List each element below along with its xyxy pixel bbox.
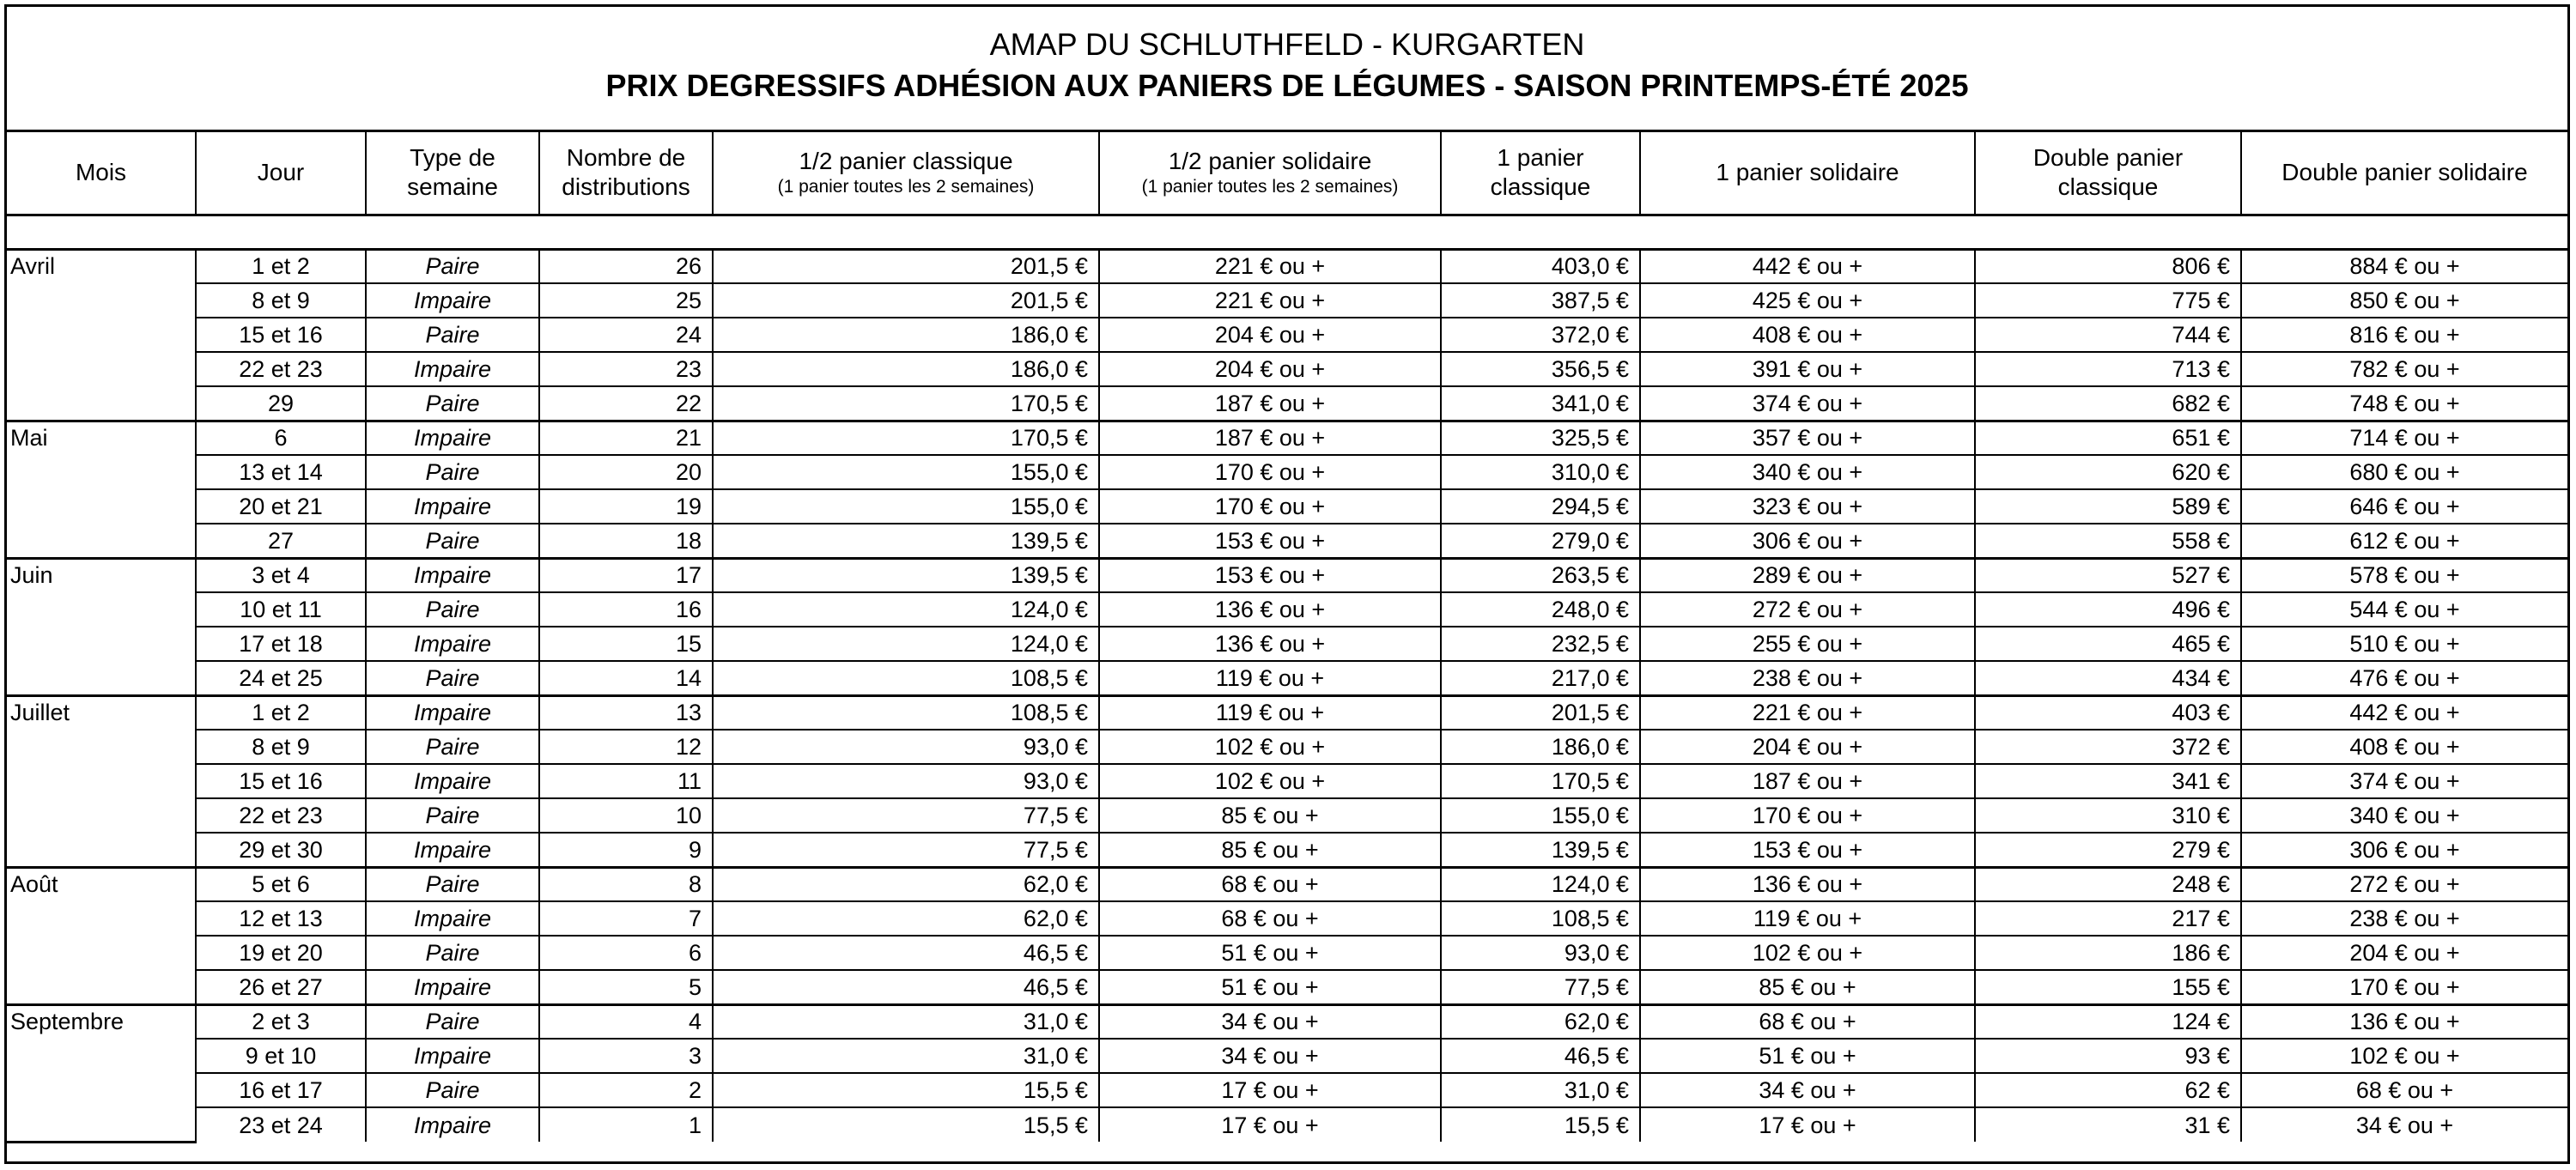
cell-demi-panier-classique: 155,0 €	[713, 489, 1099, 524]
cell-un-panier-classique: 263,5 €	[1441, 558, 1640, 592]
cell-demi-panier-solidaire: 153 € ou +	[1099, 558, 1441, 592]
cell-jour: 5 et 6	[196, 867, 366, 901]
cell-demi-panier-solidaire: 187 € ou +	[1099, 421, 1441, 455]
cell-nombre-distributions: 8	[539, 867, 713, 901]
cell-demi-panier-solidaire: 136 € ou +	[1099, 627, 1441, 661]
table-row	[7, 558, 2567, 592]
cell-demi-panier-classique: 124,0 €	[713, 592, 1099, 627]
cell-double-panier-classique: 558 €	[1975, 524, 2241, 558]
cell-mois: Juillet	[7, 695, 196, 867]
cell-double-panier-classique: 496 €	[1975, 592, 2241, 627]
cell-demi-panier-classique: 62,0 €	[713, 901, 1099, 936]
header-mois: Mois	[7, 132, 196, 215]
cell-un-panier-solidaire: 374 € ou +	[1640, 386, 1975, 421]
cell-un-panier-classique: 387,5 €	[1441, 283, 1640, 318]
cell-nombre-distributions: 3	[539, 1039, 713, 1073]
cell-demi-panier-solidaire: 119 € ou +	[1099, 661, 1441, 695]
cell-jour: 23 et 24	[196, 1107, 366, 1142]
cell-demi-panier-solidaire: 17 € ou +	[1099, 1107, 1441, 1142]
cell-un-panier-classique: 31,0 €	[1441, 1073, 1640, 1107]
cell-type-semaine: Impaire	[366, 901, 539, 936]
cell-jour: 19 et 20	[196, 936, 366, 970]
cell-demi-panier-classique: 186,0 €	[713, 318, 1099, 352]
cell-double-panier-classique: 155 €	[1975, 970, 2241, 1004]
table-row	[7, 386, 2567, 421]
header-row	[7, 132, 2567, 215]
cell-double-panier-classique: 93 €	[1975, 1039, 2241, 1073]
cell-double-panier-classique: 620 €	[1975, 455, 2241, 489]
cell-double-panier-solidaire: 816 € ou +	[2241, 318, 2567, 352]
cell-un-panier-classique: 201,5 €	[1441, 695, 1640, 730]
header-nombre-distributions: Nombre de distributions	[539, 132, 713, 215]
cell-demi-panier-classique: 31,0 €	[713, 1039, 1099, 1073]
header-un-panier-solidaire: 1 panier solidaire	[1640, 132, 1975, 215]
cell-un-panier-classique: 62,0 €	[1441, 1004, 1640, 1039]
cell-double-panier-solidaire: 714 € ou +	[2241, 421, 2567, 455]
cell-un-panier-solidaire: 85 € ou +	[1640, 970, 1975, 1004]
table-row	[7, 1073, 2567, 1107]
cell-demi-panier-classique: 93,0 €	[713, 730, 1099, 764]
table-row	[7, 489, 2567, 524]
cell-nombre-distributions: 11	[539, 764, 713, 798]
cell-nombre-distributions: 22	[539, 386, 713, 421]
cell-demi-panier-classique: 170,5 €	[713, 386, 1099, 421]
cell-double-panier-solidaire: 272 € ou +	[2241, 867, 2567, 901]
cell-nombre-distributions: 21	[539, 421, 713, 455]
cell-un-panier-classique: 77,5 €	[1441, 970, 1640, 1004]
table-row	[7, 318, 2567, 352]
header-type-semaine: Type de semaine	[366, 132, 539, 215]
cell-demi-panier-solidaire: 102 € ou +	[1099, 764, 1441, 798]
cell-type-semaine: Paire	[366, 1004, 539, 1039]
cell-type-semaine: Impaire	[366, 1039, 539, 1073]
cell-jour: 15 et 16	[196, 764, 366, 798]
cell-un-panier-solidaire: 255 € ou +	[1640, 627, 1975, 661]
cell-double-panier-classique: 775 €	[1975, 283, 2241, 318]
cell-jour: 8 et 9	[196, 730, 366, 764]
cell-jour: 15 et 16	[196, 318, 366, 352]
cell-double-panier-solidaire: 136 € ou +	[2241, 1004, 2567, 1039]
cell-un-panier-classique: 186,0 €	[1441, 730, 1640, 764]
cell-type-semaine: Paire	[366, 661, 539, 695]
cell-mois: Juin	[7, 558, 196, 695]
table-row	[7, 970, 2567, 1004]
cell-un-panier-solidaire: 17 € ou +	[1640, 1107, 1975, 1142]
cell-type-semaine: Impaire	[366, 352, 539, 386]
cell-double-panier-solidaire: 408 € ou +	[2241, 730, 2567, 764]
cell-jour: 29	[196, 386, 366, 421]
table-row	[7, 283, 2567, 318]
cell-un-panier-solidaire: 68 € ou +	[1640, 1004, 1975, 1039]
cell-demi-panier-classique: 46,5 €	[713, 936, 1099, 970]
cell-un-panier-classique: 341,0 €	[1441, 386, 1640, 421]
cell-nombre-distributions: 19	[539, 489, 713, 524]
cell-demi-panier-solidaire: 170 € ou +	[1099, 489, 1441, 524]
table-row	[7, 455, 2567, 489]
cell-un-panier-solidaire: 170 € ou +	[1640, 798, 1975, 833]
cell-demi-panier-solidaire: 136 € ou +	[1099, 592, 1441, 627]
cell-un-panier-classique: 372,0 €	[1441, 318, 1640, 352]
table-row	[7, 1107, 2567, 1142]
cell-nombre-distributions: 6	[539, 936, 713, 970]
table-row	[7, 661, 2567, 695]
cell-un-panier-solidaire: 51 € ou +	[1640, 1039, 1975, 1073]
cell-jour: 22 et 23	[196, 352, 366, 386]
cell-demi-panier-classique: 186,0 €	[713, 352, 1099, 386]
cell-nombre-distributions: 23	[539, 352, 713, 386]
cell-un-panier-solidaire: 442 € ou +	[1640, 249, 1975, 283]
cell-nombre-distributions: 4	[539, 1004, 713, 1039]
cell-un-panier-classique: 403,0 €	[1441, 249, 1640, 283]
cell-type-semaine: Impaire	[366, 764, 539, 798]
cell-demi-panier-solidaire: 119 € ou +	[1099, 695, 1441, 730]
table-row	[7, 592, 2567, 627]
cell-demi-panier-classique: 15,5 €	[713, 1073, 1099, 1107]
cell-double-panier-solidaire: 578 € ou +	[2241, 558, 2567, 592]
cell-un-panier-solidaire: 102 € ou +	[1640, 936, 1975, 970]
price-table	[7, 132, 2567, 1143]
cell-nombre-distributions: 12	[539, 730, 713, 764]
price-sheet	[4, 4, 2570, 1164]
cell-un-panier-solidaire: 238 € ou +	[1640, 661, 1975, 695]
cell-double-panier-solidaire: 170 € ou +	[2241, 970, 2567, 1004]
table-row	[7, 421, 2567, 455]
cell-demi-panier-solidaire: 170 € ou +	[1099, 455, 1441, 489]
spacer-cell	[7, 215, 196, 249]
cell-un-panier-classique: 325,5 €	[1441, 421, 1640, 455]
header-demi-solidaire-note: (1 panier toutes les 2 semaines)	[1141, 177, 1399, 197]
cell-jour: 9 et 10	[196, 1039, 366, 1073]
cell-demi-panier-solidaire: 85 € ou +	[1099, 833, 1441, 867]
cell-demi-panier-classique: 15,5 €	[713, 1107, 1099, 1142]
cell-mois: Septembre	[7, 1004, 196, 1142]
cell-demi-panier-classique: 139,5 €	[713, 558, 1099, 592]
cell-un-panier-solidaire: 357 € ou +	[1640, 421, 1975, 455]
cell-demi-panier-classique: 62,0 €	[713, 867, 1099, 901]
cell-un-panier-classique: 232,5 €	[1441, 627, 1640, 661]
page-title: AMAP DU SCHLUTHFELD - KURGARTEN	[989, 27, 1585, 62]
cell-double-panier-solidaire: 646 € ou +	[2241, 489, 2567, 524]
cell-demi-panier-classique: 155,0 €	[713, 455, 1099, 489]
cell-nombre-distributions: 5	[539, 970, 713, 1004]
cell-jour: 12 et 13	[196, 901, 366, 936]
cell-demi-panier-solidaire: 187 € ou +	[1099, 386, 1441, 421]
header-jour: Jour	[196, 132, 366, 215]
cell-type-semaine: Impaire	[366, 421, 539, 455]
cell-demi-panier-solidaire: 221 € ou +	[1099, 283, 1441, 318]
cell-nombre-distributions: 13	[539, 695, 713, 730]
cell-double-panier-classique: 589 €	[1975, 489, 2241, 524]
cell-jour: 22 et 23	[196, 798, 366, 833]
cell-double-panier-solidaire: 850 € ou +	[2241, 283, 2567, 318]
cell-demi-panier-solidaire: 221 € ou +	[1099, 249, 1441, 283]
spacer-row	[7, 215, 2567, 249]
cell-nombre-distributions: 9	[539, 833, 713, 867]
header-un-panier-classique: 1 panier classique	[1441, 132, 1640, 215]
cell-demi-panier-classique: 201,5 €	[713, 283, 1099, 318]
cell-demi-panier-solidaire: 153 € ou +	[1099, 524, 1441, 558]
cell-double-panier-classique: 372 €	[1975, 730, 2241, 764]
cell-demi-panier-solidaire: 204 € ou +	[1099, 352, 1441, 386]
cell-double-panier-classique: 651 €	[1975, 421, 2241, 455]
cell-type-semaine: Paire	[366, 524, 539, 558]
cell-demi-panier-classique: 77,5 €	[713, 833, 1099, 867]
cell-un-panier-classique: 93,0 €	[1441, 936, 1640, 970]
cell-jour: 16 et 17	[196, 1073, 366, 1107]
cell-double-panier-solidaire: 34 € ou +	[2355, 1112, 2454, 1138]
cell-jour: 1 et 2	[196, 695, 366, 730]
cell-type-semaine: Paire	[366, 455, 539, 489]
cell-nombre-distributions: 15	[539, 627, 713, 661]
table-body	[7, 215, 2567, 1142]
cell-un-panier-solidaire: 119 € ou +	[1640, 901, 1975, 936]
cell-jour: 26 et 27	[196, 970, 366, 1004]
cell-un-panier-solidaire: 187 € ou +	[1640, 764, 1975, 798]
cell-un-panier-solidaire: 221 € ou +	[1640, 695, 1975, 730]
table-row	[7, 798, 2567, 833]
cell-demi-panier-solidaire: 34 € ou +	[1099, 1039, 1441, 1073]
cell-nombre-distributions: 17	[539, 558, 713, 592]
cell-double-panier-solidaire: 748 € ou +	[2241, 386, 2567, 421]
cell-un-panier-solidaire: 272 € ou +	[1640, 592, 1975, 627]
cell-jour: 6	[196, 421, 366, 455]
cell-jour: 10 et 11	[196, 592, 366, 627]
cell-double-panier-classique: 465 €	[1975, 627, 2241, 661]
header-double-panier-solidaire: Double panier solidaire	[2241, 132, 2567, 215]
table-row	[7, 627, 2567, 661]
cell-jour: 17 et 18	[196, 627, 366, 661]
cell-un-panier-solidaire: 289 € ou +	[1640, 558, 1975, 592]
table-row	[7, 764, 2567, 798]
cell-nombre-distributions: 14	[539, 661, 713, 695]
cell-double-panier-solidaire: 782 € ou +	[2241, 352, 2567, 386]
cell-un-panier-solidaire: 323 € ou +	[1640, 489, 1975, 524]
cell-un-panier-classique: 139,5 €	[1441, 833, 1640, 867]
cell-demi-panier-solidaire: 34 € ou +	[1099, 1004, 1441, 1039]
cell-type-semaine: Paire	[366, 798, 539, 833]
header-demi-classique-note: (1 panier toutes les 2 semaines)	[777, 177, 1035, 197]
cell-double-panier-classique: 744 €	[1975, 318, 2241, 352]
cell-type-semaine: Impaire	[366, 627, 539, 661]
cell-double-panier-solidaire: 238 € ou +	[2241, 901, 2567, 936]
cell-un-panier-solidaire: 204 € ou +	[1640, 730, 1975, 764]
cell-double-panier-solidaire: 884 € ou +	[2241, 249, 2567, 283]
cell-nombre-distributions: 10	[539, 798, 713, 833]
cell-jour: 29 et 30	[196, 833, 366, 867]
cell-double-panier-classique: 217 €	[1975, 901, 2241, 936]
cell-un-panier-solidaire: 34 € ou +	[1640, 1073, 1975, 1107]
cell-demi-panier-classique: 124,0 €	[713, 627, 1099, 661]
cell-double-panier-classique: 527 €	[1975, 558, 2241, 592]
cell-type-semaine: Impaire	[366, 283, 539, 318]
cell-jour: 8 et 9	[196, 283, 366, 318]
cell-un-panier-classique: 124,0 €	[1441, 867, 1640, 901]
cell-double-panier-solidaire: 680 € ou +	[2241, 455, 2567, 489]
cell-double-panier-classique: 341 €	[1975, 764, 2241, 798]
cell-demi-panier-classique: 46,5 €	[713, 970, 1099, 1004]
cell-double-panier-solidaire: 340 € ou +	[2241, 798, 2567, 833]
cell-double-panier-classique: 682 €	[1975, 386, 2241, 421]
table-row	[7, 730, 2567, 764]
header-demi-panier-solidaire	[1099, 132, 1441, 215]
cell-type-semaine: Paire	[366, 936, 539, 970]
cell-un-panier-classique: 248,0 €	[1441, 592, 1640, 627]
cell-type-semaine: Paire	[366, 249, 539, 283]
cell-demi-panier-solidaire: 51 € ou +	[1099, 970, 1441, 1004]
cell-nombre-distributions: 1	[539, 1107, 713, 1142]
cell-jour: 24 et 25	[196, 661, 366, 695]
cell-un-panier-classique: 15,5 €	[1441, 1107, 1640, 1142]
cell-double-panier-solidaire: 306 € ou +	[2241, 833, 2567, 867]
cell-nombre-distributions: 2	[539, 1073, 713, 1107]
cell-nombre-distributions: 18	[539, 524, 713, 558]
table-row	[7, 249, 2567, 283]
cell-type-semaine: Paire	[366, 592, 539, 627]
cell-demi-panier-solidaire: 85 € ou +	[1099, 798, 1441, 833]
cell-double-panier-classique: 434 €	[1975, 661, 2241, 695]
cell-jour: 3 et 4	[196, 558, 366, 592]
cell-demi-panier-classique: 108,5 €	[713, 695, 1099, 730]
cell-double-panier-solidaire: 204 € ou +	[2241, 936, 2567, 970]
cell-un-panier-classique: 108,5 €	[1441, 901, 1640, 936]
table-row	[7, 901, 2567, 936]
cell-type-semaine: Impaire	[366, 970, 539, 1004]
cell-nombre-distributions: 20	[539, 455, 713, 489]
cell-jour: 20 et 21	[196, 489, 366, 524]
table-row	[7, 695, 2567, 730]
cell-type-semaine: Paire	[366, 730, 539, 764]
cell-un-panier-solidaire: 408 € ou +	[1640, 318, 1975, 352]
cell-double-panier-solidaire: 510 € ou +	[2241, 627, 2567, 661]
cell-double-panier-solidaire: 476 € ou +	[2241, 661, 2567, 695]
table-row	[7, 524, 2567, 558]
cell-un-panier-solidaire: 153 € ou +	[1640, 833, 1975, 867]
cell-nombre-distributions: 25	[539, 283, 713, 318]
cell-jour: 27	[196, 524, 366, 558]
cell-mois: Avril	[7, 249, 196, 421]
cell-nombre-distributions: 7	[539, 901, 713, 936]
cell-jour: 2 et 3	[196, 1004, 366, 1039]
cell-mois: Mai	[7, 421, 196, 558]
cell-demi-panier-classique: 201,5 €	[713, 249, 1099, 283]
table-row	[7, 867, 2567, 901]
cell-demi-panier-solidaire: 68 € ou +	[1099, 901, 1441, 936]
cell-un-panier-solidaire: 340 € ou +	[1640, 455, 1975, 489]
cell-double-panier-classique: 713 €	[1975, 352, 2241, 386]
cell-un-panier-solidaire: 136 € ou +	[1640, 867, 1975, 901]
cell-nombre-distributions: 16	[539, 592, 713, 627]
cell-type-semaine: Impaire	[366, 695, 539, 730]
cell-double-panier-solidaire: 374 € ou +	[2241, 764, 2567, 798]
cell-double-panier-classique: 186 €	[1975, 936, 2241, 970]
cell-demi-panier-classique: 31,0 €	[713, 1004, 1099, 1039]
cell-jour: 1 et 2	[196, 249, 366, 283]
cell-type-semaine: Impaire	[366, 489, 539, 524]
cell-double-panier-solidaire: 68 € ou +	[2241, 1073, 2567, 1107]
cell-double-panier-classique: 279 €	[1975, 833, 2241, 867]
cell-type-semaine: Paire	[366, 318, 539, 352]
cell-type-semaine: Paire	[366, 386, 539, 421]
cell-demi-panier-classique: 93,0 €	[713, 764, 1099, 798]
cell-double-panier-classique: 806 €	[1975, 249, 2241, 283]
cell-demi-panier-solidaire: 68 € ou +	[1099, 867, 1441, 901]
cell-demi-panier-classique: 139,5 €	[713, 524, 1099, 558]
cell-type-semaine: Impaire	[366, 1107, 539, 1142]
cell-double-panier-classique: 31 €	[1975, 1107, 2241, 1142]
cell-demi-panier-solidaire: 204 € ou +	[1099, 318, 1441, 352]
cell-type-semaine: Paire	[366, 1073, 539, 1107]
cell-un-panier-classique: 310,0 €	[1441, 455, 1640, 489]
cell-double-panier-solidaire: 102 € ou +	[2241, 1039, 2567, 1073]
cell-type-semaine: Paire	[366, 867, 539, 901]
table-row	[7, 833, 2567, 867]
cell-demi-panier-solidaire: 102 € ou +	[1099, 730, 1441, 764]
cell-double-panier-classique: 62 €	[1975, 1073, 2241, 1107]
cell-un-panier-classique: 46,5 €	[1441, 1039, 1640, 1073]
cell-nombre-distributions: 24	[539, 318, 713, 352]
title-block	[7, 7, 2567, 132]
table-row	[7, 1039, 2567, 1073]
cell-jour: 13 et 14	[196, 455, 366, 489]
cell-un-panier-classique: 170,5 €	[1441, 764, 1640, 798]
cell-double-panier-solidaire: 544 € ou +	[2241, 592, 2567, 627]
cell-demi-panier-solidaire: 51 € ou +	[1099, 936, 1441, 970]
cell-mois: Août	[7, 867, 196, 1004]
page-subtitle: PRIX DEGRESSIFS ADHÉSION AUX PANIERS DE LÉGUMES - SAISON PRINTEMPS-ÉTÉ 2025	[605, 68, 1969, 103]
cell-un-panier-solidaire: 425 € ou +	[1640, 283, 1975, 318]
cell-un-panier-solidaire: 391 € ou +	[1640, 352, 1975, 386]
cell-double-panier-solidaire: 612 € ou +	[2241, 524, 2567, 558]
cell-double-panier-classique: 403 €	[1975, 695, 2241, 730]
cell-demi-panier-classique: 108,5 €	[713, 661, 1099, 695]
header-demi-solidaire-label: 1/2 panier solidaire	[1168, 148, 1372, 175]
cell-double-panier-classique: 124 €	[1975, 1004, 2241, 1039]
cell-demi-panier-classique: 170,5 €	[713, 421, 1099, 455]
cell-un-panier-solidaire: 306 € ou +	[1640, 524, 1975, 558]
cell-un-panier-classique: 217,0 €	[1441, 661, 1640, 695]
cell-demi-panier-solidaire: 17 € ou +	[1099, 1073, 1441, 1107]
cell-type-semaine: Impaire	[366, 558, 539, 592]
cell-double-panier-classique: 248 €	[1975, 867, 2241, 901]
cell-type-semaine: Impaire	[366, 833, 539, 867]
cell-double-panier-classique: 310 €	[1975, 798, 2241, 833]
cell-nombre-distributions: 26	[539, 249, 713, 283]
cell-double-panier-solidaire: 442 € ou +	[2241, 695, 2567, 730]
cell-un-panier-classique: 356,5 €	[1441, 352, 1640, 386]
header-double-panier-classique: Double panier classique	[1975, 132, 2241, 215]
header-demi-classique-label: 1/2 panier classique	[799, 148, 1013, 175]
cell-un-panier-classique: 279,0 €	[1441, 524, 1640, 558]
cell-un-panier-classique: 155,0 €	[1441, 798, 1640, 833]
header-demi-panier-classique	[713, 132, 1099, 215]
table-row	[7, 352, 2567, 386]
table-row	[7, 936, 2567, 970]
cell-un-panier-classique: 294,5 €	[1441, 489, 1640, 524]
table-row	[7, 1004, 2567, 1039]
cell-demi-panier-classique: 77,5 €	[713, 798, 1099, 833]
